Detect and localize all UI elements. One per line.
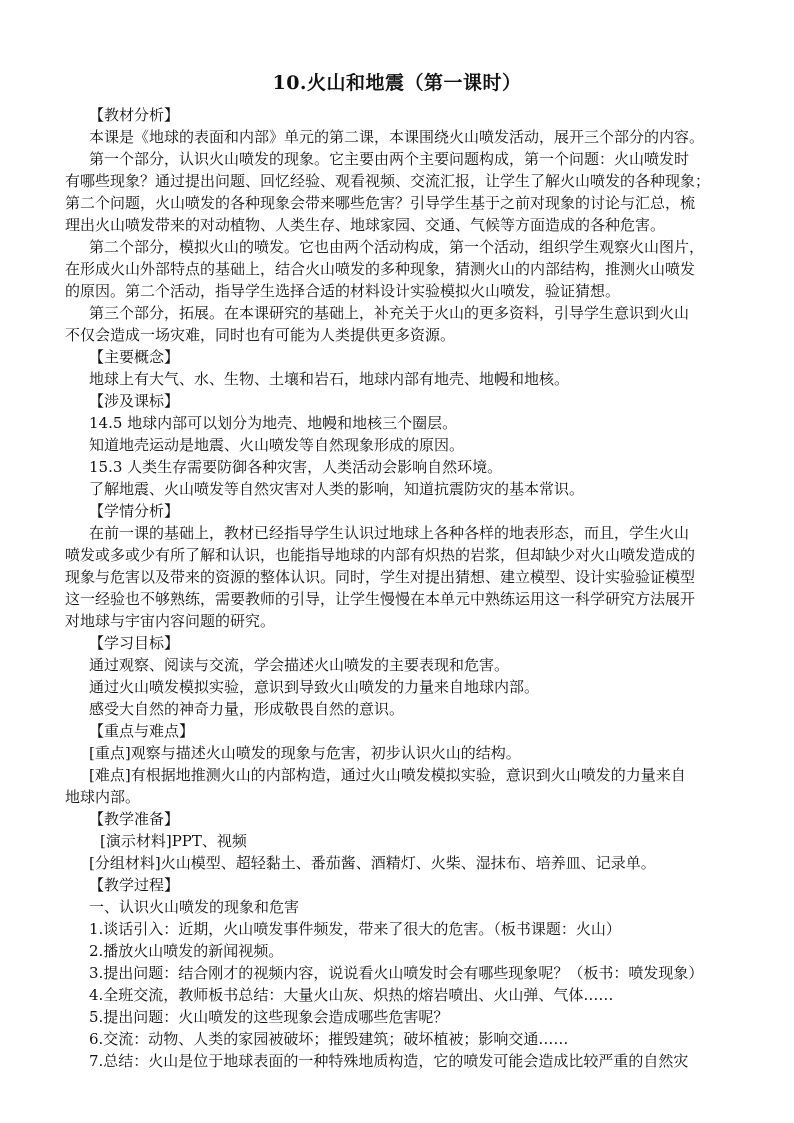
paragraph-line: 在形成火山外部特点的基础上，结合火山喷发的多种现象，猜测火山的内部结构，推测火山喷发	[65, 260, 696, 278]
paragraph-line: 对地球与宇宙内容问题的研究。	[65, 612, 276, 630]
paragraph-line: 理出火山喷发带来的对动植物、人类生存、地球家园、交通、气候等方面造成的各种危害。	[65, 216, 666, 234]
paragraph-line: 了解地震、火山喷发等自然灾害对人类的影响，知道抗震防灾的基本常识。	[89, 480, 585, 498]
paragraph-line: 第一个部分，认识火山喷发的现象。它主要由两个主要问题构成，第一个问题：火山喷发时	[89, 150, 690, 168]
document-title: 10.火山和地震（第一课时）	[272, 72, 522, 94]
paragraph-line: 喷发或多或少有所了解和认识，也能指导地球的内部有炽热的岩浆，但却缺少对火山喷发造成的	[65, 546, 696, 564]
section-heading-preparation: 【教学准备】	[89, 810, 180, 828]
paragraph-line: 3.提出问题：结合刚才的视频内容，说说看火山喷发时会有哪些现象呢？（板书：喷发现象）	[89, 964, 704, 982]
section-heading-curriculum-standards: 【涉及课标】	[89, 392, 180, 410]
section-heading-textbook-analysis: 【教材分析】	[89, 106, 180, 124]
paragraph-line: 知道地壳运动是地震、火山喷发等自然现象形成的原因。	[89, 436, 465, 454]
paragraph-line: 感受大自然的神奇力量，形成敬畏自然的意识。	[89, 700, 405, 718]
paragraph-line: 第二个问题，火山喷发的各种现象会带来哪些危害？引导学生基于之前对现象的讨论与汇总，梳	[65, 194, 696, 212]
paragraph-line: 第三个部分，拓展。在本课研究的基础上，补充关于火山的更多资料，引导学生意识到火山	[89, 304, 690, 322]
paragraph-line: 的原因。第二个活动，指导学生选择合适的材料设计实验模拟火山喷发，验证猜想。	[65, 282, 621, 300]
section-heading-key-points: 【重点与难点】	[89, 722, 195, 740]
paragraph-line: 2.播放火山喷发的新闻视频。	[89, 942, 284, 960]
section-heading-student-analysis: 【学情分析】	[89, 502, 180, 520]
section-heading-learning-goals: 【学习目标】	[89, 634, 180, 652]
paragraph-line: [难点]有根据地推测火山的内部构造，通过火山喷发模拟实验，意识到火山喷发的力量来自	[89, 766, 686, 784]
paragraph-line: 7.总结：火山是位于地球表面的一种特殊地质构造，它的喷发可能会造成比较严重的自然灾	[89, 1052, 689, 1070]
paragraph-line: 通过观察、阅读与交流，学会描述火山喷发的主要表现和危害。	[89, 656, 510, 674]
paragraph-line: 不仅会造成一场灾难，同时也有可能为人类提供更多资源。	[65, 326, 456, 344]
paragraph-line: 一、认识火山喷发的现象和危害	[89, 898, 300, 916]
section-heading-main-concepts: 【主要概念】	[89, 348, 180, 366]
paragraph-line: [重点]观察与描述火山喷发的现象与危害，初步认识火山的结构。	[89, 744, 521, 762]
paragraph-line: 4.全班交流，教师板书总结：大量火山灰、炽热的熔岩喷出、火山弹、气体……	[89, 986, 614, 1004]
paragraph-line: [分组材料]火山模型、超轻黏土、番茄酱、酒精灯、火柴、湿抹布、培养皿、记录单。	[89, 854, 656, 872]
paragraph-line: 15.3 人类生存需要防御各种灾害，人类活动会影响自然环境。	[89, 458, 503, 476]
paragraph-line: 地球上有大气、水、生物、土壤和岩石，地球内部有地壳、地幔和地核。	[89, 370, 570, 388]
paragraph-line: 第二个部分，模拟火山的喷发。它也由两个活动构成，第一个活动，组织学生观察火山图片，	[89, 238, 705, 256]
paragraph-line: 有哪些现象？通过提出问题、回忆经验、观看视频、交流汇报，让学生了解火山喷发的各种现象；	[65, 172, 711, 190]
paragraph-line: 14.5 地球内部可以划分为地壳、地幔和地核三个圈层。	[89, 414, 458, 432]
paragraph-line: [演示材料]PPT、视频	[100, 832, 247, 850]
paragraph-line: 在前一课的基础上，教材已经指导学生认识过地球上各种各样的地表形态，而且，学生火山	[89, 524, 690, 542]
section-heading-teaching-process: 【教学过程】	[89, 876, 180, 894]
paragraph-line: 通过火山喷发模拟实验，意识到导致火山喷发的力量来自地球内部。	[89, 678, 540, 696]
paragraph-line: 本课是《地球的表面和内部》单元的第二课，本课围绕火山喷发活动，展开三个部分的内容。	[89, 128, 705, 146]
paragraph-line: 6.交流：动物、人类的家园被破坏；摧毁建筑；破坏植被；影响交通……	[89, 1030, 569, 1048]
paragraph-line: 1.谈话引入：近期，火山喷发事件频发，带来了很大的危害。（板书课题：火山）	[89, 920, 621, 938]
paragraph-line: 地球内部。	[65, 788, 141, 806]
paragraph-line: 5.提出问题：火山喷发的这些现象会造成哪些危害呢？	[89, 1008, 449, 1026]
paragraph-line: 现象与危害以及带来的资源的整体认识。同时，学生对提出猜想、建立模型、设计实验验证模型	[65, 568, 696, 586]
paragraph-line: 这一经验也不够熟练，需要教师的引导，让学生慢慢在本单元中熟练运用这一科学研究方法展开	[65, 590, 696, 608]
